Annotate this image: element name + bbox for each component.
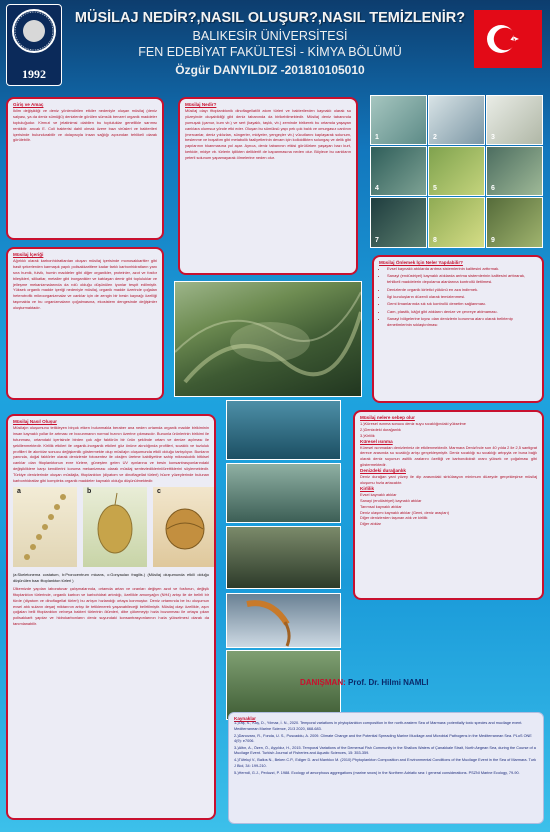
intro-section bbox=[6, 97, 164, 240]
intro-text: İklim değişikliği ve deniz yönlendirilen etkiler nedeniyle oluşan müsilaj (deniz salyası, ya da deniz sümüğü) denizlerde görülen sümsük benzeri organik maddeler topluluğudur. Kirmızi ve jelatinimsi olabilen bu topluluklar genellikle sarımsı renklidir. ancak E. Coli bakterisi dahil olmak üzere bazı virüsleri ve bakterileri içerisinde bulundurabilir ve dolayısıyla insan sağlığı açısından tehlikeli olarak görülebilir. bbox=[13, 107, 157, 143]
pollution-item: Diğer denizlerden taşınan atık ve kirlilik bbox=[360, 515, 428, 521]
formation-text: Müsilajın oluşumunu tetikleyen birçok etken bulunmakla beraber ana neden ortamda organik madde birikiminin insan kaynaklı yollar ile artması ve bocunmanın normal hızının üzerine çıkmasıdır. Bununla ürünlerinin birikimi ile tutunması, ortamdaki içerisinde birden çok ağır faktörün bir ürün şeklinde ortam ve denize açılması ile şekillenmektedir. Kirlilik etkileri ile organik-inorganik etkileri göz önüne alındığında profilleri, sıcaklık ve tuzluluk profilleri ile akıntılar sonucu değişkenlik göstermekte olup müsilajın oluşumunda etkili olduğu tartışılıyor. Bunların yanında, doğal faktörler olarak denizlerde fotosentez ile oksijen üretme kabiliyetine sahip mikroskobik bitkisel canlılar olan fitoplanktonun evre türlere, güneşten gelen UV ışınlarına ve besin konsantrasyonlarındaki değişikliklere karşı kendilerini koruma mekanizması olarak müsilaj sentezlediklerini/ürettiklerini söylemektedir. Türkiye denizlerinde oluşan müsilajla, fitoplankton (diyatom ve dinoflagellat türleri) hücre yüzeylerinde bulunan karbonhidratlar gibi kompleks organik maddeler kaynaklı olduğu düşünülmektedir. bbox=[13, 424, 209, 484]
reference-item: 2-)Danovaro, R., Fonda, U. S., Puscaddu, A. 2009. Climate Change and the Potential Spreading Marine Mucilage and Microbial Pathogens in the Mediterranean Sea. PLoS ONE 4(9): e7006. bbox=[234, 733, 532, 744]
plankton-image-c: c bbox=[153, 487, 216, 567]
content-section bbox=[6, 247, 164, 400]
photo-texture bbox=[175, 282, 361, 396]
prevention-item: • Sanayi bölgelerine kıyısı olan denizlerin korunma alanı olarak belirlenip denetimlerinin sıklaştırılması bbox=[387, 316, 537, 328]
reference-item: 1-)Taş, S., Kuş, D., Yılmaz, İ. N., 2020. Temporal variations in phytoplankton composition in the north-eastern Sea of Marmara: potentially toxic species and mucilage event. Mediterranean Marine Science, 21/3 2020, 668-683. bbox=[234, 721, 523, 731]
diver-photo-1 bbox=[226, 400, 341, 460]
global-warming-text: Küresel ısınmadan denizlerimiz de etkilenmektedir. Marmara Denizi'nde son 40 yılda 2 ile 2,5 santigrat derece arasında su sıcaklığı artışı gerçekleşmiştir. Deniz sıcaklığı su sıcaklığı artışıyla ve buna bağlı olarak deniz suyunun asitlik aralarını özelliği ve karbondioksit oranı yüksek ve çoğalması gibi göstermektedir. bbox=[360, 444, 537, 468]
mucilage-photo-gallery bbox=[370, 95, 544, 249]
gonyaulax-icon bbox=[153, 487, 216, 567]
prevention-item: • Evsel kaynaklı atıklarda arıtma sistemlerinin kalitesini arttırmak. bbox=[387, 266, 537, 272]
pollution-item: Deniz ulaşımı kaynaklı atıklar (Gemi, deniz araçları) bbox=[360, 509, 450, 515]
prevention-item: • İlgi kuruluşların düzenli olarak temizlenmesi. bbox=[387, 294, 537, 300]
sewage-outfall-photo bbox=[226, 593, 341, 648]
prevention-section bbox=[372, 255, 544, 403]
prevention-item: • Gemi limanlarında sık sık kontrollü denetim sağlanması. bbox=[387, 301, 537, 307]
prevention-item: • Denizlerde organik kirletici yükünü en aza indirmek. bbox=[387, 287, 537, 293]
poster-title: MÜSİLAJ NEDİR?,NASIL OLUŞUR?,NASIL TEMİZLENİR? bbox=[74, 10, 466, 26]
gallery-photo-6: 6 bbox=[486, 146, 543, 196]
university-name: BALIKESİR ÜNİVERSİTESİ bbox=[192, 29, 348, 43]
pollution-item: Tarımsal kaynaklı atıklar bbox=[360, 503, 402, 509]
content-heading: Müsilaj İçeriği bbox=[13, 252, 44, 257]
author-name: Özgür DANYILDIZ -201810105010 bbox=[175, 63, 365, 77]
cause-item: 1.)Küresel ısınma sonucu deniz suyu sıcaklığındaki yükselme bbox=[360, 420, 466, 426]
advisor-name: Prof. Dr. Hilmi NAMLI bbox=[348, 678, 429, 687]
diatom-chain-icon bbox=[13, 487, 77, 567]
content-text: Ağırlıklı olarak karbonhidratlardan oluşan müsilaj içerisinde monosakkaritler gibi basit şekerlerden karmaşık yapılı polisakkaritlere kadar farklı karbonhidratların yanı sıra humik, fulvik, humin maddeler gibi diğer organikler, proteinler, azot ve fosfor bileşikleri, silikatlar, metaller gibi inorganikler ve katılayan demir gibi topluluklar ve jelleşme mekanizmalarında da rolü olduğu düşünülen iyonlar tespit edilmiştir. Yüksek organik madde içeriği nedeniyle müsilaj, organik madde üzerinde çoğalan heterotrofik mikroorganizmalar ve canlılar için de zengin bir besin kaynağı özelliği taşımakta ve bu organizmaların çoğalmasına, ekosistem dengesinde değişimler oluşturmaktadır. bbox=[13, 257, 157, 311]
reference-item: 5-)Herndl, G.J., Peduzzi, P. 1988. Ecology of amorphous aggregations (marine snow) in the Northern Adriatic sea: I general considerations. PSZNI Marine Ecology, 79-90. bbox=[234, 770, 520, 775]
references-heading: Kaynaklar bbox=[234, 716, 256, 721]
what-section bbox=[178, 97, 358, 275]
gallery-photo-8: 8 bbox=[428, 197, 485, 248]
diver-photo-2 bbox=[226, 463, 341, 523]
stagnation-heading: Denizdeki durağanlık bbox=[360, 468, 406, 474]
gallery-photo-4: 4 bbox=[370, 146, 427, 196]
gallery-photo-1: 1 bbox=[370, 95, 427, 145]
causes-section bbox=[353, 410, 544, 600]
seal-text-ring bbox=[12, 9, 56, 53]
plankton-caption: (a:Skeletonema costatum, b:Prorocentrum micans, c:Gonyaulax fragilis.) (Müsilaj oluşumunda etkili olduğu düşünülen bazı fitoplankton türleri ) bbox=[13, 571, 209, 583]
coast-photo bbox=[226, 526, 341, 589]
formation-section bbox=[6, 414, 216, 820]
turkish-flag-icon bbox=[474, 10, 542, 68]
prevention-item: • Cam, plastik, kâğıt gibi atıkların denize ve çevreye atılmaması. bbox=[387, 309, 537, 315]
gallery-photo-9: 9 bbox=[486, 197, 543, 248]
pollution-item: Diğer atıklar bbox=[360, 521, 381, 527]
plankton-image-a: a bbox=[13, 487, 77, 567]
prevention-heading: Müsilaj Önlemek İçin Neler Yapılabilir? bbox=[379, 260, 463, 265]
reference-item: 4-)Tüfekçi V., Balkıs N., Beken C.P., Ediger D. and Mantıkcı M. (2010) Phytoplankton Composition and Environmental Conditions of the Mucilage Event in the Sea of Marmara. Turk J Biol, 34: 199-210. bbox=[234, 758, 537, 768]
formation-text-2: Ülkemizde yapılan laboratuvar çalışmalarında, ortamda artan ve oranları değişen azot ve fosforun, değişik fitoplankton türlerinde, organik karbon ve karbohidrat artırdığı, özellikle amonyağın (NH4) artışı ile de belirli bir türde (diyatom ve dinoflagellat türleri) bu artışın hızlandığı ortaya konmuştur. Deniz ortamında be bu oluşumun evsel atık suların deşarj miktarının artışı ile tetiklenerek yaşanabileceği belirtilmiştir. Müsilaj olayı özellikle, aşırı çoğalan belli fitoplankton ve/veya bakteri türlerinin ölümleri, dibe çökemeyip hızla bozunması ile ortaya çıkan polisakkarit yapılar ve hidrokarbonların deniz suyundaki konsantrasyonlarının hızla yükselmesi olarak da tanımlanabilir. bbox=[13, 585, 209, 627]
cause-item: 3.)Kirlilik bbox=[360, 432, 375, 438]
what-heading: Müsilaj Nedir? bbox=[185, 102, 217, 107]
pollution-heading: Kirlilik bbox=[360, 485, 375, 491]
faculty-name: FEN EDEBİYAT FAKÜLTESİ - KİMYA BÖLÜMÜ bbox=[138, 45, 402, 59]
prevention-list bbox=[379, 266, 537, 328]
stagnation-text: Deniz durağan yani yüzey ile dip arasındaki sirkülasyon minimum düzeyde gerçekleşirse müsilaj oluşumu hızla artacaktır. bbox=[360, 474, 537, 485]
plankton-image-b: b bbox=[83, 487, 147, 567]
global-warming-heading: Küresel ısınma bbox=[360, 438, 393, 444]
university-logo bbox=[6, 4, 62, 86]
pipe-icon bbox=[227, 594, 340, 647]
gallery-photo-7: 7 bbox=[370, 197, 427, 248]
mucilage-underwater-photo bbox=[174, 281, 362, 397]
formation-heading: Müsilaj Nasıl Oluşur bbox=[13, 419, 57, 424]
causes-heading: Müsilaj nelere sebep olur bbox=[360, 415, 415, 420]
dinoflagellate-icon bbox=[83, 487, 147, 567]
advisor-line bbox=[300, 678, 500, 687]
plankton-images bbox=[13, 487, 209, 569]
intro-heading: Giriş ve Amaç bbox=[13, 102, 44, 107]
gallery-photo-5: 5 bbox=[428, 146, 485, 196]
pollution-item: Sanayi (endüstriyel) kaynaklı atıklar bbox=[360, 497, 422, 503]
advisor-label: DANIŞMAN: bbox=[300, 678, 346, 687]
references-section bbox=[228, 712, 544, 824]
cause-item: 2.)Denizdeki durağanlık bbox=[360, 426, 401, 432]
gallery-photo-3: 3 bbox=[486, 95, 543, 145]
gallery-photo-2: 2 bbox=[428, 95, 485, 145]
what-text: Müsilaj olayı fitoplanktonik dinoflagellat/lit atom türleri ve bakterilerden kaynaklı olarak su yüzeyinde oluşabildiği gibi deniz tabanında da birikebilmektedir. Müsilaj deniz tabanında yumuşak (çamur, kum vb.) ve sert (kayalık, taşlık, vb.) zeminde birikerek bu ortamda yaşayan canlılara olumsuz yönde etki eder. Oluşan bu sümüksü yapı pek çok balık ve omurgasız canlının (mercanlar, deniz yıldızları, süngerler, midyeler, yengeçler vb.) vücutlarını kaplayarak solunum, beslenme ve boşaltım gibi metabolik faaliyetlerinin devam için kolloidlikten solungaç ve delik gibi yapılarının tıkanmasına yol açar. Ayrıca, deniz tabanının etkisi görülürken yaşayan bazı kurt, kerkide, midye vb. türlerin içilikten delikleriñ de kapanmasına neden olur. Böylece bu canlıların yeterli solunum yapamayarak ölmelerine neden olur. bbox=[185, 107, 351, 161]
pollution-item: Evsel kaynaklı atıklar bbox=[360, 491, 397, 497]
reference-item: 3-)Altın, A., Özen, Ö., Ayyıldız, H., 2015. Temporal Variations of the Demersal Fish Community in the Shallow Waters of Çanakkale Strait, North Aegean Sea, during the Course of a Mucilage Event. Turkish Journal of Fisheries and Aquatic Sciences, 15: 353-359. bbox=[234, 746, 536, 756]
logo-year: 1992 bbox=[22, 67, 46, 81]
prevention-item: • Sanayi (endüstriyel) kaynaklı atıklarda arıtma sistemlerinin kalitesini arttırarak, tehlikeli maddelerin depolama alanlarına kontrollü iletilmesi. bbox=[387, 273, 537, 285]
